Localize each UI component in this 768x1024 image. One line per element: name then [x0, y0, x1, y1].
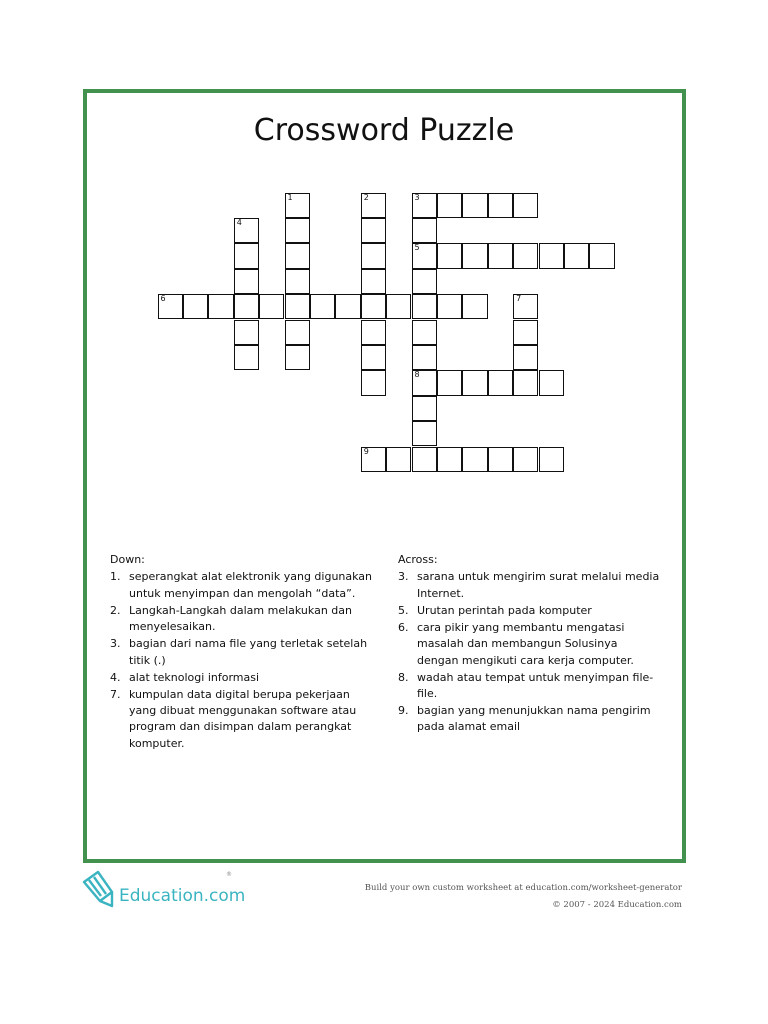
footer-generator-link[interactable]: Build your own custom worksheet at education.com/worksheet-generator [364, 883, 682, 893]
across-clue [398, 620, 660, 669]
clue-text: Urutan perintah pada komputer [417, 603, 592, 617]
clue-number: 2. [110, 603, 121, 617]
cell-number: 9 [363, 446, 369, 456]
clue-number: 6. [398, 620, 409, 634]
brand-logo-text[interactable]: Education.com [119, 886, 246, 906]
down-heading: Down: [110, 553, 145, 566]
down-clue [110, 603, 375, 636]
down-clue [110, 687, 375, 753]
down-clue-list [110, 569, 375, 752]
down-clue [110, 636, 375, 669]
down-clues [110, 552, 375, 753]
cell-number: 7 [516, 294, 522, 304]
clue-number: 4. [110, 670, 121, 684]
clue-text: bagian dari nama file yang terletak setelah titik (.) [129, 637, 368, 667]
across-clue [398, 603, 660, 619]
cell-number: 2 [363, 192, 369, 202]
down-clue [110, 569, 375, 602]
across-heading: Across: [398, 553, 438, 566]
cell-number: 3 [414, 192, 420, 202]
clue-text: kumpulan data digital berupa pekerjaan yang dibuat menggunakan software atau program dan disimpan dalam perangkat komputer. [129, 687, 357, 750]
clue-number: 1. [110, 570, 121, 584]
clue-text: sarana untuk mengirim surat melalui media Internet. [417, 570, 660, 600]
across-clues [398, 552, 660, 736]
clue-number: 8. [398, 670, 409, 684]
cell-number: 8 [414, 370, 420, 380]
clue-number: 5. [398, 603, 409, 617]
clue-text: wadah atau tempat untuk menyimpan file-file. [417, 670, 654, 701]
cell-number: 5 [414, 243, 420, 253]
clue-text: bagian yang menunjukkan nama pengirim pada alamat email [417, 704, 651, 734]
cell-number: 4 [236, 217, 242, 227]
registered-mark: ® [226, 871, 232, 878]
page-title: Crossword Puzzle [253, 113, 515, 148]
cell-number: 6 [160, 294, 166, 304]
clue-text: alat teknologi informasi [129, 670, 260, 684]
clue-number: 3. [110, 637, 121, 651]
across-clue [398, 670, 660, 703]
cell-number: 1 [287, 192, 293, 202]
clue-number: 7. [110, 687, 121, 701]
across-clue-list [398, 569, 660, 735]
footer-copyright: © 2007 - 2024 Education.com [552, 900, 682, 910]
clue-text: cara pikir yang membantu mengatasi masalah dan membangun Solusinya dengan mengikuti cara kerja computer. [417, 620, 634, 667]
across-clue [398, 703, 660, 736]
clue-text: seperangkat alat elektronik yang digunakan untuk menyimpan dan mengolah “data”. [129, 570, 373, 600]
clue-text: Langkah-Langkah dalam melakukan dan menyelesaikan. [129, 603, 352, 634]
clue-number: 9. [398, 704, 409, 718]
down-clue [110, 670, 375, 686]
across-clue [398, 569, 660, 602]
clue-number: 3. [398, 570, 409, 584]
